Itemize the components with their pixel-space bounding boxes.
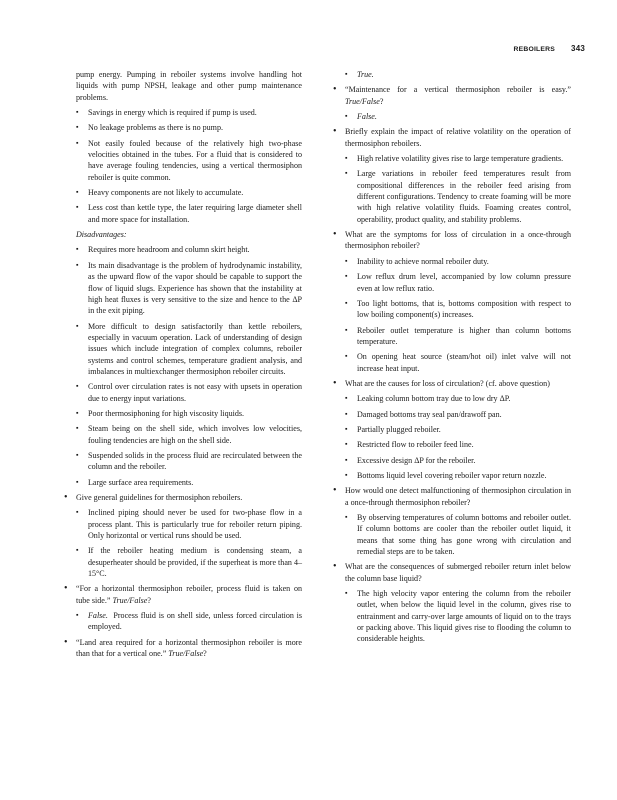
continued-paragraph: pump energy. Pumping in reboiler systems involve handling hot liquids with pump NPSH, leakage and other pump maintenance problems.	[76, 70, 302, 102]
true-false-label: True/False	[345, 96, 380, 106]
question-guidelines: • Give general guidelines for thermosiphon reboilers.	[64, 492, 302, 503]
answer-item: ▪ Bottoms liquid level covering reboiler vapor return nozzle.	[345, 470, 571, 481]
answer-item: ▪ The high velocity vapor entering the column from the reboiler outlet, when below the liquid level in the column, gives rise to entrainment and carry-over large amounts of liquid on to the trays or packing above. This liquid gives rise to flooding the column to considerable heights.	[345, 588, 571, 645]
question-relative-volatility: • Briefly explain the impact of relative volatility on the operation of thermosiphon reboilers.	[333, 126, 571, 149]
answer-item: ▪ Inability to achieve normal reboiler duty.	[345, 256, 571, 267]
question-horizontal-tube-side: • “For a horizontal thermosiphon reboiler, process fluid is taken on tube side.” True/False?	[64, 583, 302, 606]
advantage-item: ▪ No leakage problems as there is no pump.	[76, 122, 302, 133]
answer-label: True.	[357, 70, 374, 79]
true-false-label: True/False	[168, 649, 204, 659]
answer-item	[345, 111, 571, 122]
answer-item: ▪ Leaking column bottom tray due to low dry ΔP.	[345, 393, 571, 404]
question-land-area: • “Land area required for a horizontal thermosiphon reboiler is more than that for a vertical one.” True/False?	[64, 637, 302, 660]
answer-item: ▪ Large variations in reboiler feed temperatures result from compositional differences in the reboiler feed arising from different configurations. Tendency to create foaming will be more with high relative volatility fluids. Foaming creates control, operability, product quality, and stability problems.	[345, 168, 571, 225]
left-column	[64, 69, 302, 663]
answer-text: Process fluid is on shell side, unless forced circulation is employed.	[88, 611, 302, 632]
question-text: “For a horizontal thermosiphon reboiler, process fluid is taken on tube side.”	[76, 584, 302, 605]
disadvantage-item: ▪ Large surface area requirements.	[76, 477, 302, 488]
disadvantage-item: ▪ Its main disadvantage is the problem of hydrodynamic instability, as the upward flow of the vapor should be capable to support the flow of liquid slugs. Experience has shown that the instability at high heat fluxes is very sensitive to the size and hence to the ΔP in the exit piping.	[76, 260, 302, 317]
answer-item: ▪ High relative volatility gives rise to large temperature gradients.	[345, 153, 571, 164]
answer-item: ▪ By observing temperatures of column bottoms and reboiler outlet. If column bottoms are cooler than the reboiler outlet liquid, it means that some thing has gone wrong with circulation and remedial steps are to be taken.	[345, 512, 571, 557]
disadvantage-item: ▪ Requires more headroom and column skirt height.	[76, 244, 302, 255]
answer-label: False.	[357, 112, 377, 122]
advantage-item: ▪ Not easily fouled because of the relatively high two-phase velocities obtained in the tubes. For a fluid that is considered to have average fouling tendencies, using a vertical thermosiphon reboiler is quite common.	[76, 138, 302, 183]
right-column	[333, 69, 571, 649]
question-symptoms: • What are the symptoms for loss of circulation in a once-through thermosiphon reboiler?	[333, 229, 571, 252]
answer-item: ▪ Too light bottoms, that is, bottoms composition with respect to low boiling component(s) increases.	[345, 298, 571, 321]
disadvantage-item: ▪ Poor thermosiphoning for high viscosity liquids.	[76, 408, 302, 419]
page-number: 343	[571, 44, 585, 53]
disadvantage-item: ▪ Suspended solids in the process fluid are recirculated between the column and the reboiler.	[76, 450, 302, 473]
answer-item: ▪ Inclined piping should never be used for two-phase flow in a process plant. This is particularly true for reboiler return piping. Only horizontal or vertical runs should be used.	[76, 507, 302, 541]
section-title: REBOILERS	[513, 46, 555, 53]
question-submerged-return: • What are the consequences of submerged reboiler return inlet below the column base liquid?	[333, 561, 571, 584]
question-maintenance: • “Maintenance for a vertical thermosiphon reboiler is easy.” True/False?	[333, 84, 571, 107]
advantage-item: ▪ Heavy components are not likely to accumulate.	[76, 187, 302, 198]
disadvantage-item: ▪ Control over circulation rates is not easy with upsets in operation due to energy input variations.	[76, 381, 302, 404]
disadvantage-item: ▪ More difficult to design satisfactorily than kettle reboilers, especially in vacuum operation. Lack of understanding of design issues which include integration of complex columns, reboiler systems and control schemes, temperature gradient analysis, and imbalances in multiexchanger thermosiphon reboiler circuits.	[76, 321, 302, 378]
answer-item: ▪ Partially plugged reboiler.	[345, 424, 571, 435]
true-false-label: True/False	[112, 595, 148, 605]
advantage-item: ▪ Less cost than kettle type, the later requiring large diameter shell and more space for installation.	[76, 202, 302, 225]
answer-item	[345, 69, 571, 80]
answer-item: ▪ On opening heat source (steam/hot oil) inlet valve will not increase heat input.	[345, 351, 571, 374]
question-causes: • What are the causes for loss of circulation? (cf. above question)	[333, 378, 571, 389]
answer-item: ▪ If the reboiler heating medium is condensing steam, a desuperheater should be provided, if the superheat is more than 4–15°C.	[76, 545, 302, 579]
answer-item	[76, 610, 302, 633]
disadvantages-heading: Disadvantages:	[76, 230, 127, 240]
disadvantage-item: ▪ Steam being on the shell side, which involves low velocities, fouling tendencies are high on the shell side.	[76, 423, 302, 446]
answer-item: ▪ Excessive design ΔP for the reboiler.	[345, 455, 571, 466]
answer-item: ▪ Damaged bottoms tray seal pan/drawoff pan.	[345, 409, 571, 420]
question-text: “Land area required for a horizontal thermosiphon reboiler is more than that for a vertical one.”	[76, 637, 302, 659]
answer-label: False.	[88, 611, 108, 621]
advantage-item: ▪ Savings in energy which is required if pump is used.	[76, 107, 302, 118]
answer-item: ▪ Reboiler outlet temperature is higher than column bottoms temperature.	[345, 325, 571, 348]
answer-item: ▪ Low reflux drum level, accompanied by low column pressure even at low reflux ratio.	[345, 271, 571, 294]
running-header	[514, 44, 585, 53]
question-text: “Maintenance for a vertical thermosiphon reboiler is easy.”	[345, 85, 571, 95]
answer-item: ▪ Restricted flow to reboiler feed line.	[345, 439, 571, 450]
question-detect-malfunction: • How would one detect malfunctioning of thermosiphon circulation in a once-through thermosiphon reboiler?	[333, 485, 571, 508]
